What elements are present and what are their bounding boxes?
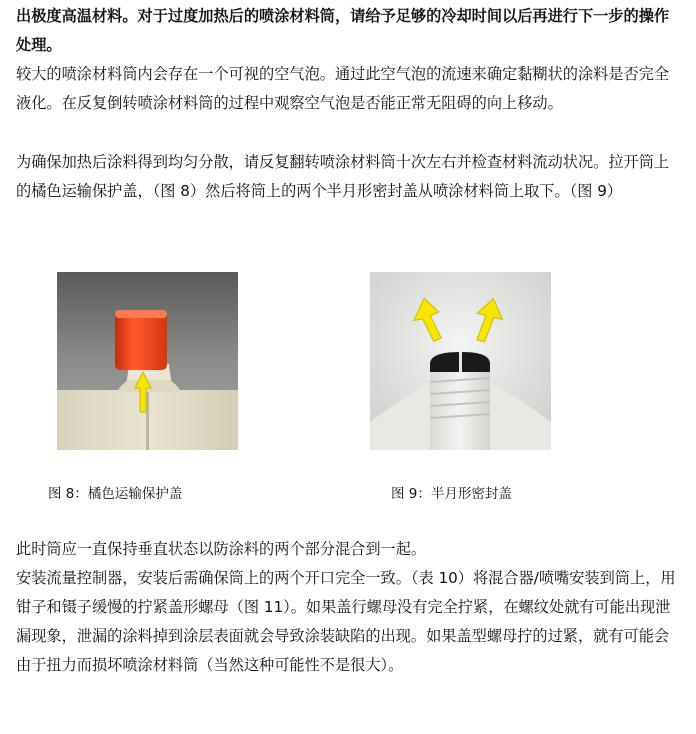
figure-8-caption: 图 8：橘色运输保护盖 bbox=[48, 486, 183, 502]
figure-9-caption: 图 9：半月形密封盖 bbox=[391, 486, 512, 502]
flip-cartridge-paragraph: 为确保加热后涂料得到均匀分散，请反复翻转喷涂材料筒十次左右并检查材料流动状况。拉开筒上的橘色运输保护盖，（图 8）然后将筒上的两个半月形密封盖从喷涂材料筒上取下。（图 9） bbox=[16, 153, 670, 200]
figure-8-orange-cap-photo bbox=[57, 272, 238, 450]
install-flow-controller-paragraph: 安装流量控制器，安装后需确保筒上的两个开口完全一致。（表 10）将混合器/喷嘴安装到筒上，用钳子和镊子缓慢的拧紧盖形螺母（图 11）。如果盖行螺母没有完全拧紧，在螺纹处就有可能出现泄漏现象，泄漏的涂料掉到涂层表面就会导致涂装缺陷的出现。如果盖型螺母拧的过紧，就有可能会由于扭力而损坏喷涂材料筒（当然这种可能性不是很大）。 bbox=[16, 569, 676, 674]
intro-warning-paragraph: 出极度高温材料。对于过度加热后的喷涂材料筒，请给予足够的冷却时间以后再进行下一步的操作处理。 bbox=[16, 7, 670, 54]
figure-9-seal-cap-photo bbox=[370, 272, 551, 450]
air-bubble-paragraph: 较大的喷涂材料筒内会存在一个可视的空气泡。通过此空气泡的流速来确定黏糊状的涂料是否完全液化。在反复倒转喷涂材料筒的过程中观察空气泡是否能正常无阻碍的向上移动。 bbox=[16, 65, 670, 112]
keep-vertical-paragraph: 此时筒应一直保持垂直状态以防涂料的两个部分混合到一起。 bbox=[16, 540, 427, 558]
